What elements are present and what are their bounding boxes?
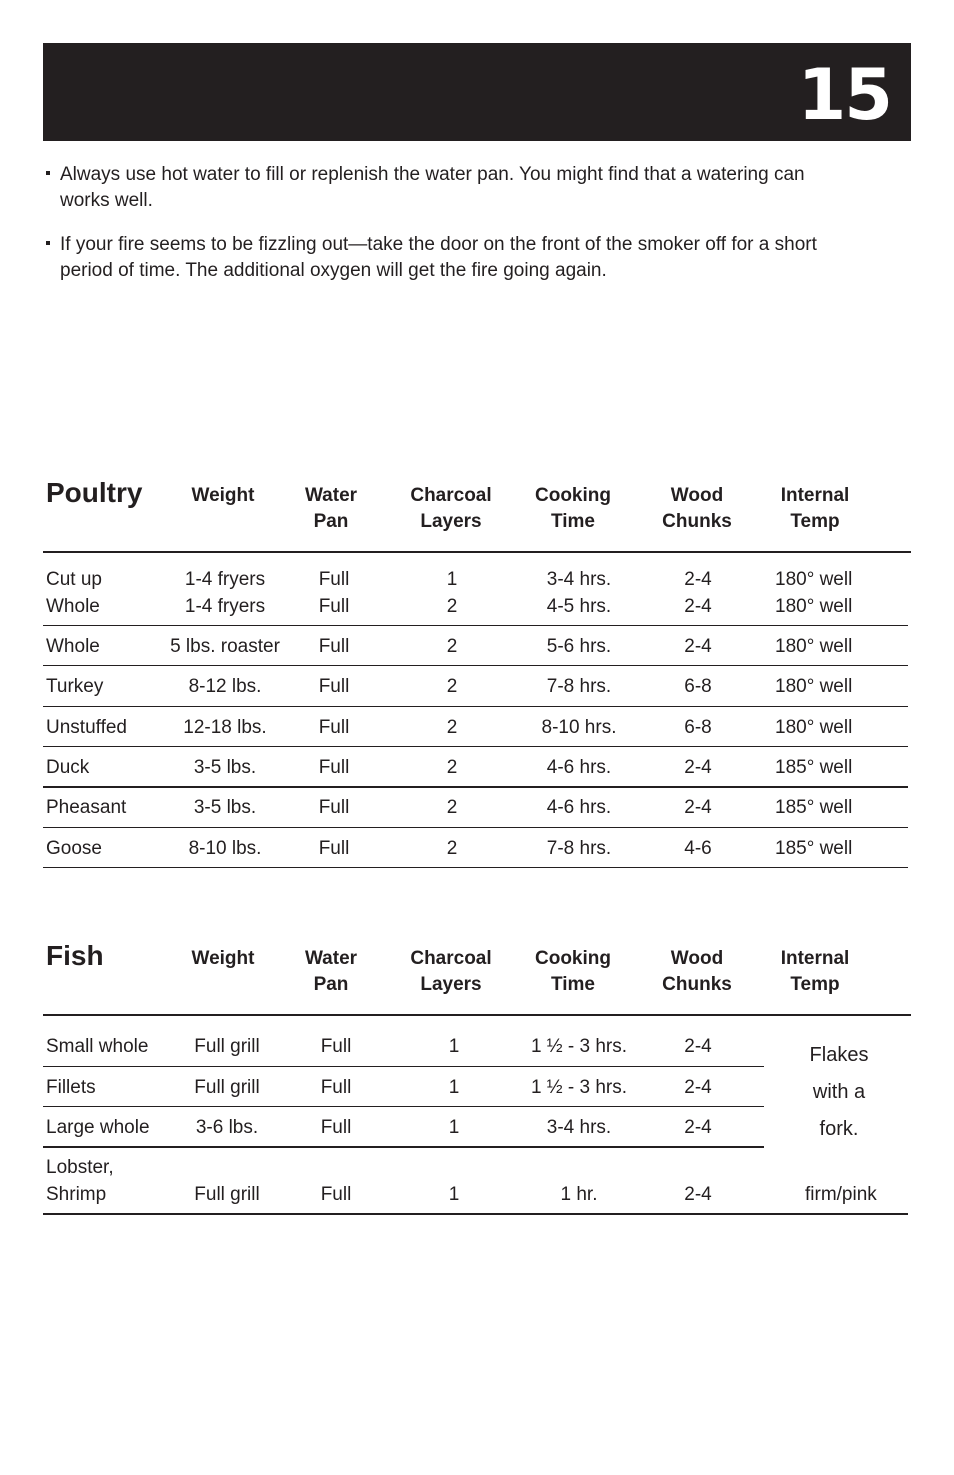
- merged-temp-line: fork.: [819, 1118, 859, 1140]
- col-wood-chunks: Wood Chunks: [662, 948, 732, 995]
- cell-weight: 5 lbs. roaster: [170, 636, 280, 657]
- cell-water: Full: [318, 596, 350, 617]
- cell-water: Full: [320, 1036, 352, 1057]
- cell-water: Full: [318, 636, 350, 657]
- cell-weight: 3-5 lbs.: [193, 797, 257, 818]
- cell-time: 4-5 hrs.: [546, 596, 612, 617]
- cell-item: Cut up: [46, 569, 102, 590]
- row-divider: [43, 1106, 764, 1107]
- header-divider: [43, 1014, 911, 1016]
- cell-wood: 2-4: [684, 1184, 712, 1205]
- cell-wood: 4-6: [684, 838, 712, 859]
- cell-weight: Full grill: [194, 1184, 260, 1205]
- row-divider: [43, 1146, 764, 1148]
- page-header-bar: [43, 43, 911, 141]
- cell-time: 5-6 hrs.: [546, 636, 612, 657]
- cell-wood: 2-4: [684, 636, 712, 657]
- table-bottom-rule: [43, 867, 908, 868]
- cell-time: 1 ½ - 3 hrs.: [530, 1077, 628, 1098]
- cell-charcoal: 1: [448, 1036, 460, 1057]
- table-bottom-rule: [43, 1213, 908, 1215]
- cell-temp: firm/pink: [805, 1184, 877, 1205]
- cell-item: Small whole: [46, 1036, 149, 1057]
- col-charcoal-layers: Charcoal Layers: [410, 485, 492, 532]
- bullet-icon: [46, 241, 50, 245]
- cell-item: Fillets: [46, 1077, 96, 1098]
- cell-time: 7-8 hrs.: [546, 676, 612, 697]
- cell-charcoal: 1: [448, 1077, 460, 1098]
- tip-line: If your fire seems to be fizzling out—take the door on the front of the smoker off for a short: [60, 234, 817, 255]
- row-divider: [43, 706, 908, 707]
- cell-charcoal: 2: [446, 797, 458, 818]
- cell-item: Duck: [46, 757, 90, 778]
- cell-water: Full: [318, 717, 350, 738]
- cell-weight: 3-6 lbs.: [195, 1117, 259, 1138]
- row-divider: [43, 625, 908, 626]
- cell-charcoal: 1: [448, 1117, 460, 1138]
- col-internal-temp: Internal Temp: [780, 485, 850, 532]
- cell-charcoal: 2: [446, 596, 458, 617]
- cell-charcoal: 1: [446, 569, 458, 590]
- tip-line: works well.: [60, 190, 153, 211]
- cell-item: Whole: [46, 636, 100, 657]
- cell-weight: 1-4 fryers: [184, 569, 266, 590]
- cell-charcoal: 2: [446, 757, 458, 778]
- cell-charcoal: 1: [448, 1184, 460, 1205]
- cell-water: Full: [318, 676, 350, 697]
- cell-time: 1 ½ - 3 hrs.: [530, 1036, 628, 1057]
- col-charcoal-layers: Charcoal Layers: [410, 948, 492, 995]
- row-divider: [43, 665, 908, 666]
- cell-charcoal: 2: [446, 717, 458, 738]
- cell-water: Full: [318, 757, 350, 778]
- cell-water: Full: [318, 797, 350, 818]
- tip-item: [46, 162, 906, 214]
- cell-temp: 185° well: [775, 838, 853, 859]
- cell-wood: 2-4: [684, 596, 712, 617]
- cell-time: 3-4 hrs.: [546, 569, 612, 590]
- cell-wood: 2-4: [684, 1077, 712, 1098]
- cell-time: 7-8 hrs.: [546, 838, 612, 859]
- cell-wood: 2-4: [684, 1117, 712, 1138]
- cell-charcoal: 2: [446, 838, 458, 859]
- cell-charcoal: 2: [446, 636, 458, 657]
- cell-temp: 180° well: [775, 569, 853, 590]
- cell-weight: 3-5 lbs.: [193, 757, 257, 778]
- col-cooking-time: Cooking Time: [535, 485, 611, 532]
- cell-weight: Full grill: [194, 1077, 260, 1098]
- cell-time: 3-4 hrs.: [546, 1117, 612, 1138]
- col-weight: Weight: [191, 485, 255, 506]
- cell-time: 8-10 hrs.: [541, 717, 617, 738]
- tip-item: [46, 232, 906, 284]
- page-number: 15: [797, 54, 891, 136]
- col-water-pan: Water Pan: [304, 485, 358, 532]
- cell-item: Pheasant: [46, 797, 127, 818]
- row-divider: [43, 1066, 764, 1067]
- cell-temp: 180° well: [775, 676, 853, 697]
- cell-weight: 1-4 fryers: [184, 596, 266, 617]
- col-water-pan: Water Pan: [304, 948, 358, 995]
- cell-item: Large whole: [46, 1117, 150, 1138]
- cell-wood: 2-4: [684, 569, 712, 590]
- cell-weight: 8-12 lbs.: [188, 676, 262, 697]
- col-wood-chunks: Wood Chunks: [662, 485, 732, 532]
- merged-temp-cell: [764, 1037, 914, 1148]
- col-internal-temp: Internal Temp: [780, 948, 850, 995]
- cell-weight: Full grill: [194, 1036, 260, 1057]
- cell-wood: 2-4: [684, 797, 712, 818]
- merged-temp-line: with a: [812, 1081, 866, 1103]
- cell-item: Goose: [46, 838, 102, 859]
- cell-time: 1 hr.: [560, 1184, 598, 1205]
- cell-water: Full: [320, 1117, 352, 1138]
- cell-wood: 6-8: [684, 717, 712, 738]
- tip-line: period of time. The additional oxygen will get the fire going again.: [60, 260, 607, 281]
- poultry-title: Poultry: [46, 477, 143, 508]
- cell-temp: 185° well: [775, 797, 853, 818]
- cell-temp: 185° well: [775, 757, 853, 778]
- cell-weight: 12-18 lbs.: [183, 717, 267, 738]
- row-divider: [43, 746, 908, 747]
- cell-charcoal: 2: [446, 676, 458, 697]
- tip-line: Always use hot water to fill or replenish the water pan. You might find that a watering can: [60, 164, 805, 185]
- row-divider: [43, 827, 908, 828]
- cell-item: Turkey: [46, 676, 104, 697]
- cell-wood: 2-4: [684, 1036, 712, 1057]
- fish-title: Fish: [46, 940, 104, 971]
- row-divider: [43, 786, 908, 788]
- cell-temp: 180° well: [775, 596, 853, 617]
- merged-temp-line: Flakes: [809, 1044, 869, 1066]
- cell-wood: 2-4: [684, 757, 712, 778]
- cell-water: Full: [320, 1184, 352, 1205]
- cell-water: Full: [320, 1077, 352, 1098]
- cell-time: 4-6 hrs.: [546, 757, 612, 778]
- cell-water: Full: [318, 838, 350, 859]
- cell-item: Lobster,: [46, 1157, 114, 1178]
- cell-temp: 180° well: [775, 717, 853, 738]
- cell-wood: 6-8: [684, 676, 712, 697]
- col-cooking-time: Cooking Time: [535, 948, 611, 995]
- cell-time: 4-6 hrs.: [546, 797, 612, 818]
- bullet-icon: [46, 171, 50, 175]
- cell-temp: 180° well: [775, 636, 853, 657]
- header-divider: [43, 551, 911, 553]
- cell-item: Whole: [46, 596, 100, 617]
- cell-item: Shrimp: [46, 1184, 107, 1205]
- cell-water: Full: [318, 569, 350, 590]
- cell-weight: 8-10 lbs.: [188, 838, 262, 859]
- col-weight: Weight: [191, 948, 255, 969]
- cell-item: Unstuffed: [46, 717, 127, 738]
